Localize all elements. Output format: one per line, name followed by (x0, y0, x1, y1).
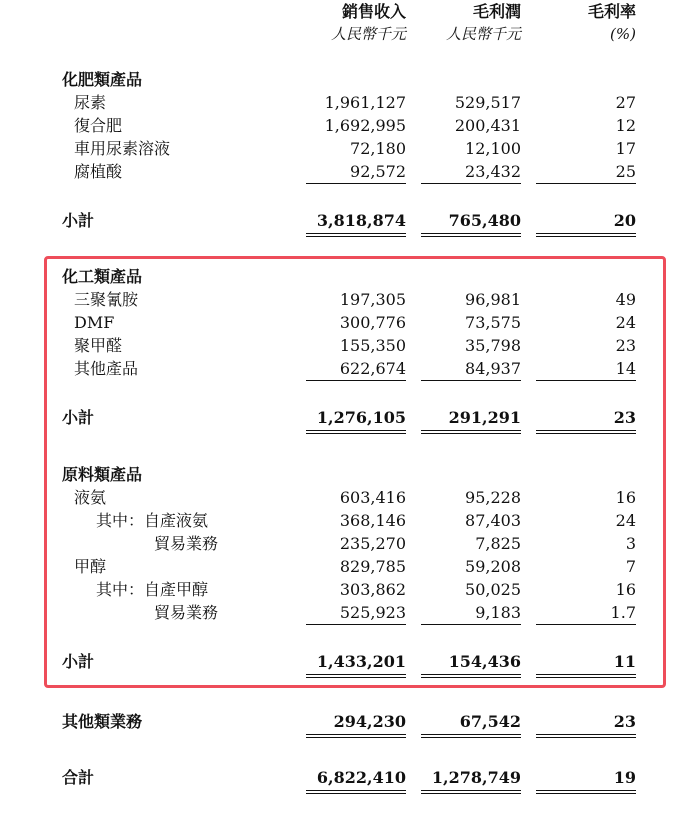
rule (306, 183, 406, 184)
subtotal-gp: 154,436 (448, 652, 521, 671)
row-sales: 300,776 (339, 313, 406, 332)
double-rule (306, 430, 406, 434)
row-sales: 829,785 (339, 557, 406, 576)
row-label: 液氨 (74, 488, 107, 507)
row-margin: 3 (625, 534, 636, 553)
double-rule (306, 734, 406, 738)
subtotal-gp: 291,291 (448, 408, 521, 427)
row-margin: 27 (615, 93, 636, 112)
subtotal-label: 小計 (62, 652, 95, 671)
subtotal-margin: 23 (613, 408, 636, 427)
double-rule (536, 790, 636, 794)
row-gp: 73,575 (465, 313, 521, 332)
row-sales: 72,180 (350, 139, 406, 158)
header-sales: 銷售收入 (341, 2, 406, 21)
double-rule (421, 734, 521, 738)
row-gp: 9,183 (475, 603, 521, 622)
subtotal-sales: 3,818,874 (316, 211, 406, 230)
double-rule (421, 233, 521, 237)
row-sales: 525,923 (339, 603, 406, 622)
header-gross-profit: 毛利潤 (472, 2, 521, 21)
total-label: 合計 (62, 768, 95, 787)
row-gp: 529,517 (454, 93, 521, 112)
rule (536, 624, 636, 625)
double-rule (536, 233, 636, 237)
header-margin-unit: (%) (610, 25, 636, 43)
row-label: 三聚氰胺 (74, 290, 139, 309)
row-sales: 235,270 (339, 534, 406, 553)
total-margin: 19 (613, 768, 636, 787)
row-margin: 25 (615, 162, 636, 181)
row-margin: 7 (625, 557, 636, 576)
row-sales: 92,572 (350, 162, 406, 181)
row-label: DMF (74, 313, 115, 332)
row-sales: 1,692,995 (324, 116, 406, 135)
double-rule (536, 674, 636, 678)
row-gp: 12,100 (465, 139, 521, 158)
row-margin: 1.7 (610, 603, 636, 622)
double-rule (306, 674, 406, 678)
other-label: 其他類業務 (62, 712, 143, 731)
row-margin: 12 (615, 116, 636, 135)
row-sales: 1,961,127 (324, 93, 406, 112)
row-label: 尿素 (74, 93, 107, 112)
row-margin: 17 (615, 139, 636, 158)
row-margin: 24 (615, 511, 636, 530)
double-rule (421, 430, 521, 434)
rule (421, 624, 521, 625)
row-gp: 23,432 (465, 162, 521, 181)
total-gp: 1,278,749 (431, 768, 521, 787)
row-label: 其中：自產液氨 (96, 511, 209, 530)
row-sales: 303,862 (339, 580, 406, 599)
row-label: 其他產品 (74, 359, 139, 378)
other-margin: 23 (613, 712, 636, 731)
row-gp: 87,403 (465, 511, 521, 530)
double-rule (421, 790, 521, 794)
row-gp: 95,228 (465, 488, 521, 507)
subtotal-sales: 1,276,105 (316, 408, 406, 427)
subtotal-gp: 765,480 (448, 211, 521, 230)
header-sales-unit: 人民幣千元 (330, 25, 406, 43)
row-label: 腐植酸 (74, 162, 123, 181)
row-label: 甲醇 (74, 557, 107, 576)
row-label: 其中：自產甲醇 (96, 580, 209, 599)
row-margin: 14 (615, 359, 636, 378)
subtotal-label: 小計 (62, 408, 95, 427)
row-margin: 23 (615, 336, 636, 355)
row-gp: 59,208 (465, 557, 521, 576)
double-rule (421, 674, 521, 678)
row-gp: 84,937 (465, 359, 521, 378)
row-label: 貿易業務 (154, 603, 219, 622)
row-sales: 368,146 (339, 511, 406, 530)
other-sales: 294,230 (333, 712, 406, 731)
section-title-fertilizer: 化肥類產品 (62, 70, 143, 89)
rule (421, 183, 521, 184)
rule (421, 380, 521, 381)
subtotal-sales: 1,433,201 (316, 652, 406, 671)
row-gp: 50,025 (465, 580, 521, 599)
row-margin: 16 (615, 580, 636, 599)
subtotal-margin: 11 (613, 652, 636, 671)
section-title-raw: 原料類產品 (62, 465, 143, 484)
rule (536, 380, 636, 381)
row-sales: 197,305 (339, 290, 406, 309)
header-gp-unit: 人民幣千元 (445, 25, 521, 43)
double-rule (536, 734, 636, 738)
row-margin: 49 (615, 290, 636, 309)
other-gp: 67,542 (459, 712, 521, 731)
header-margin: 毛利率 (587, 2, 636, 21)
row-label: 車用尿素溶液 (74, 139, 171, 158)
row-sales: 155,350 (339, 336, 406, 355)
double-rule (536, 430, 636, 434)
rule (306, 624, 406, 625)
subtotal-margin: 20 (613, 211, 636, 230)
row-gp: 200,431 (454, 116, 521, 135)
row-margin: 24 (615, 313, 636, 332)
row-gp: 7,825 (475, 534, 521, 553)
row-sales: 622,674 (339, 359, 406, 378)
subtotal-label: 小計 (62, 211, 95, 230)
rule (536, 183, 636, 184)
row-label: 復合肥 (74, 116, 123, 135)
double-rule (306, 233, 406, 237)
row-sales: 603,416 (339, 488, 406, 507)
row-label: 聚甲醛 (74, 336, 123, 355)
double-rule (306, 790, 406, 794)
row-gp: 96,981 (465, 290, 521, 309)
row-margin: 16 (615, 488, 636, 507)
row-gp: 35,798 (465, 336, 521, 355)
total-sales: 6,822,410 (316, 768, 406, 787)
section-title-chemical: 化工類產品 (62, 267, 143, 286)
rule (306, 380, 406, 381)
row-label: 貿易業務 (154, 534, 219, 553)
